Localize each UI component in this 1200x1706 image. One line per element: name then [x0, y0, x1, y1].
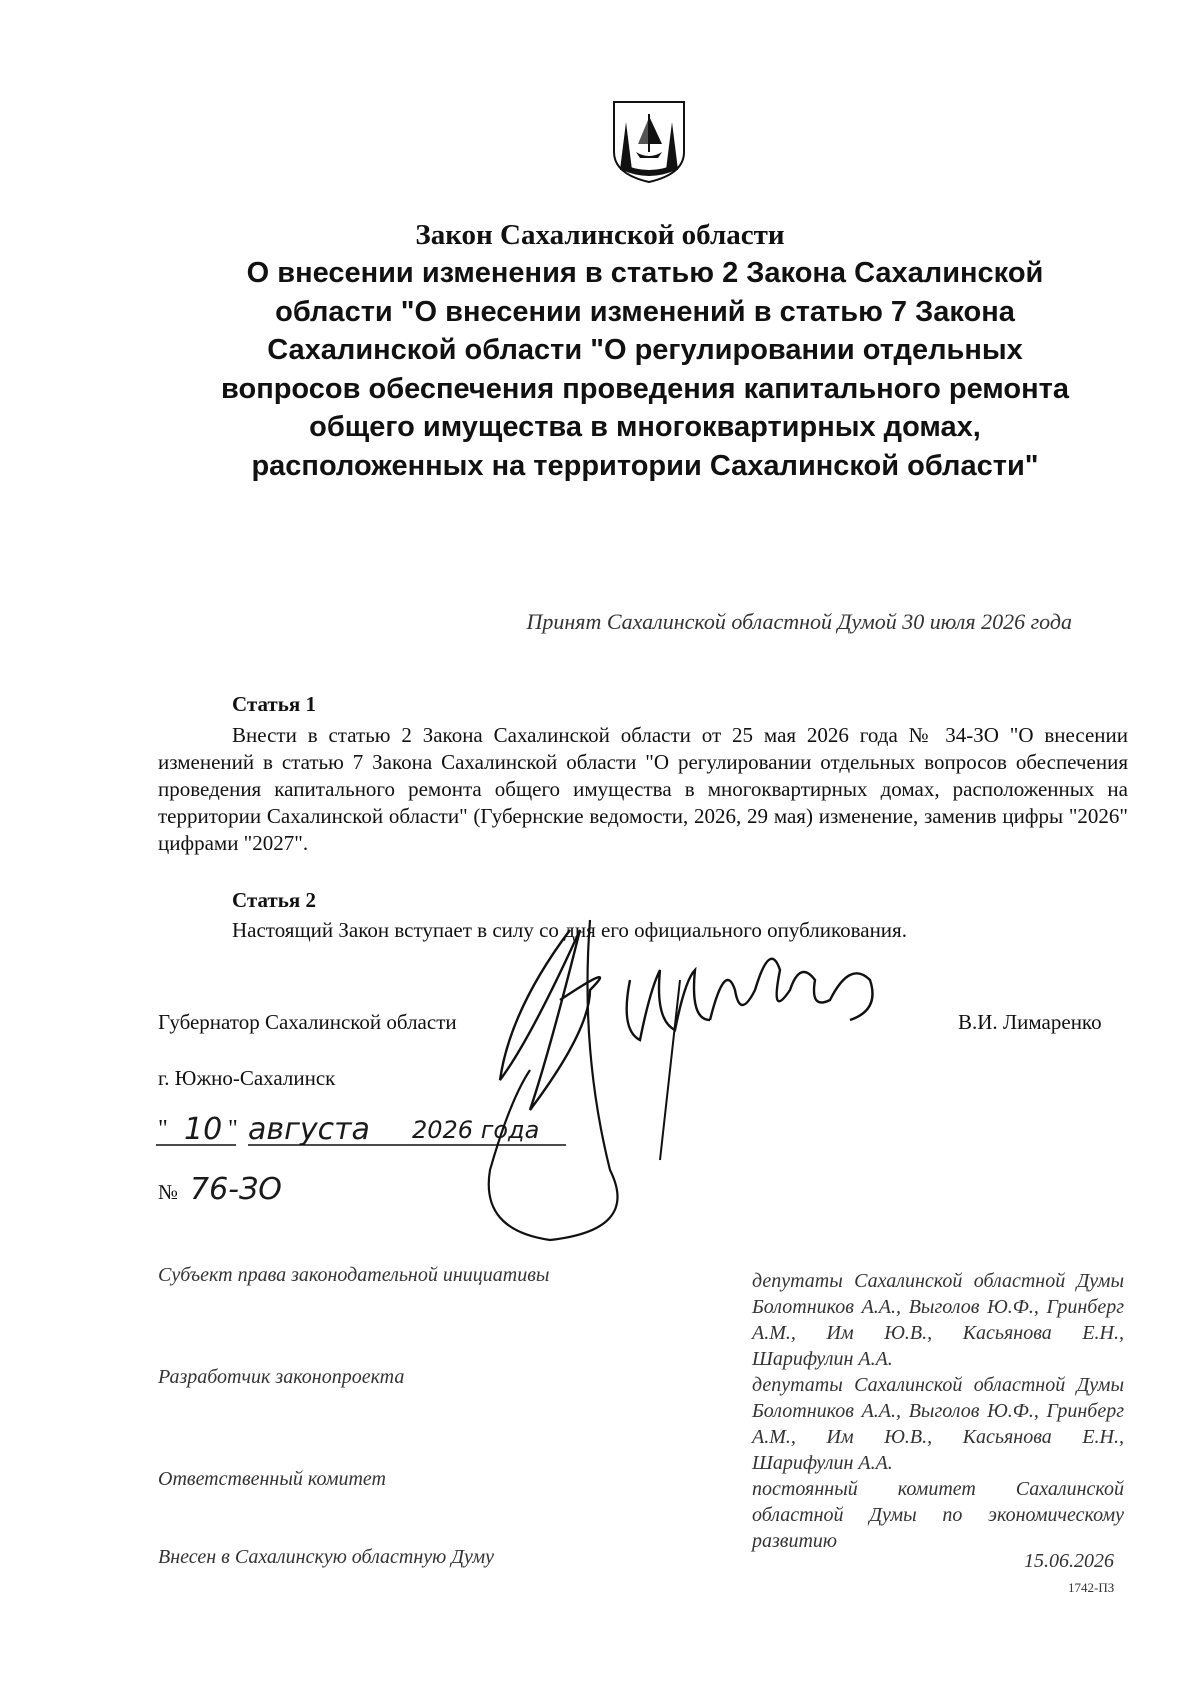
law-subject: О внесении изменения в статью 2 Закона Сахалинской области "О внесении изменений в статью 7 Закона Сахалинской области "О регулировании отдельных вопросов обеспечения проведения капитального ремонта общего имущества в многоквартирных домах, расположенных на территории Сахалинской области": [221, 257, 1069, 482]
date-month: августа: [248, 1112, 370, 1147]
document-code: 1742-ПЗ: [1068, 1580, 1115, 1595]
coat-of-arms-emblem: [612, 100, 686, 184]
governor-name: В.И. Лимаренко: [958, 1010, 1102, 1034]
article-2-text: Настоящий Закон вступает в силу со дня его официального опубликования.: [232, 918, 907, 942]
date-quote-close: ": [228, 1116, 238, 1142]
committee-value: постоянный комитет Сахалинской областной Думы по экономическому развитию: [752, 1478, 1124, 1552]
governor-signature: [470, 870, 910, 1250]
number-prefix: №: [158, 1180, 179, 1204]
adoption-note: Принят Сахалинской областной Думой 30 июля 2026 года: [526, 609, 1072, 634]
law-title: Закон Сахалинской области: [415, 219, 785, 251]
governor-label: Губернатор Сахалинской области: [158, 1010, 457, 1034]
city-name: г. Южно-Сахалинск: [158, 1066, 336, 1090]
committee-label: Ответственный комитет: [158, 1468, 386, 1490]
developer-label: Разработчик законопроекта: [158, 1366, 405, 1388]
initiative-label: Субъект права законодательной инициативы: [158, 1264, 550, 1286]
submitted-label: Внесен в Сахалинскую областную Думу: [158, 1546, 495, 1568]
law-number: 76-ЗО: [190, 1172, 282, 1207]
article-1-text: Внести в статью 2 Закона Сахалинской области от 25 мая 2026 года № 34-ЗО "О внесении изменений в статью 7 Закона Сахалинской области "О регулировании отдельных вопросов обеспечения проведения капитального ремонта общего имущества в многоквартирных домах, расположенных на территории Сахалинской области" (Губернские ведомости, 2026, 29 мая) изменение, заменив цифры "2026" цифрами "2027".: [158, 723, 1128, 855]
submitted-date: 15.06.2026: [1024, 1550, 1114, 1572]
date-year: 2026 года: [412, 1116, 540, 1144]
article-1-heading: Статья 1: [232, 692, 316, 716]
initiative-value: депутаты Сахалинской областной Думы Болотников А.А., Выголов Ю.Ф., Гринберг А.М., Им Ю.В., Касьянова Е.Н., Шарифулин А.А.: [752, 1270, 1124, 1370]
date-day: 10: [184, 1112, 223, 1147]
developer-value: депутаты Сахалинской областной Думы Болотников А.А., Выголов Ю.Ф., Гринберг А.М., Им Ю.В., Касьянова Е.Н., Шарифулин А.А.: [752, 1374, 1124, 1474]
date-quote-open: ": [158, 1116, 168, 1142]
article-2-heading: Статья 2: [232, 888, 316, 912]
